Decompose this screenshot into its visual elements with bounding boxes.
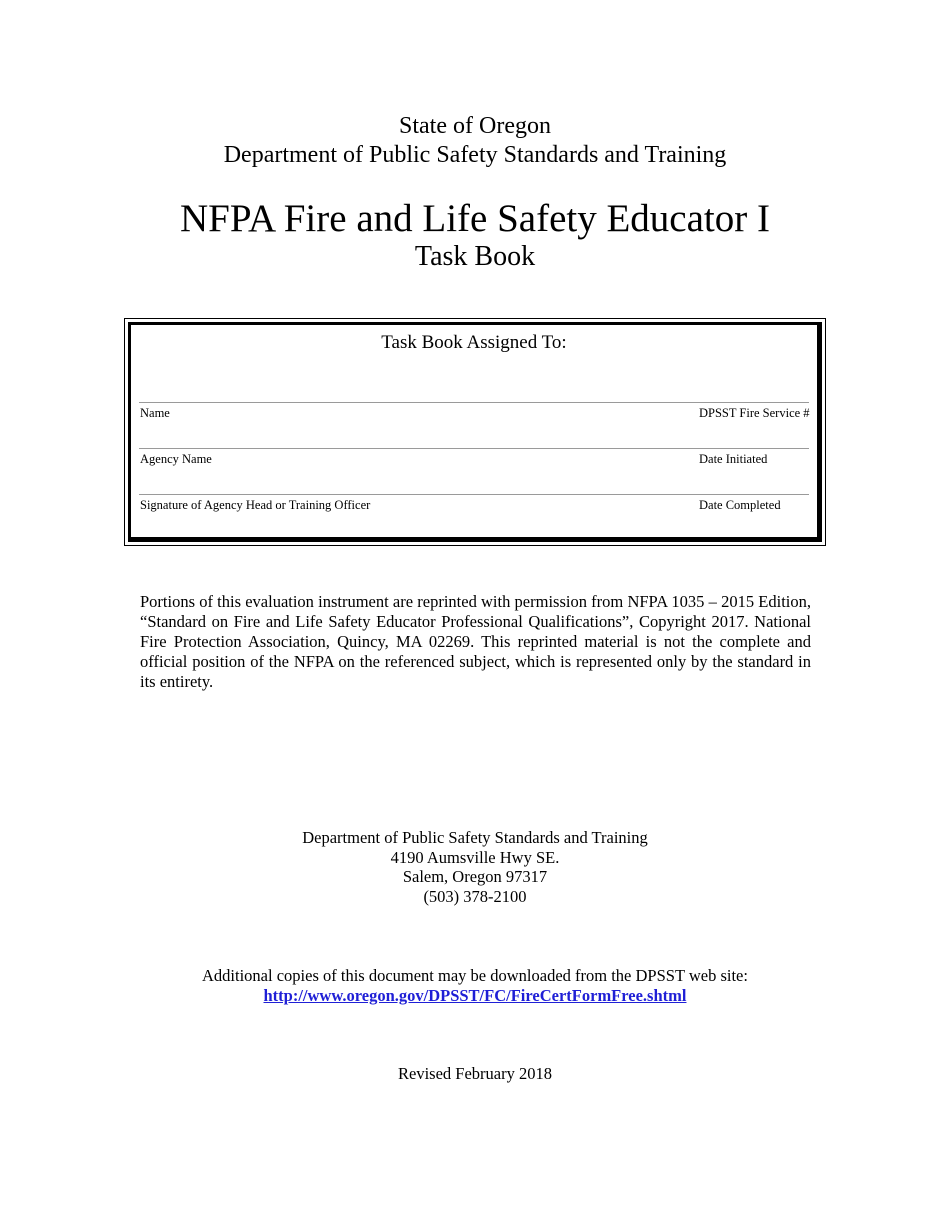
document-title: NFPA Fire and Life Safety Educator I — [180, 197, 770, 240]
assignment-heading: Task Book Assigned To: — [381, 332, 567, 353]
agency-name-line[interactable] — [139, 448, 809, 449]
agency-name-label: Agency Name — [140, 452, 212, 466]
address-street: 4190 Aumsville Hwy SE. — [390, 848, 560, 867]
address-city: Salem, Oregon 97317 — [402, 867, 548, 886]
revision-date: Revised February 2018 — [398, 1064, 552, 1083]
fire-service-number-label: DPSST Fire Service # — [699, 406, 810, 420]
signature-label: Signature of Agency Head or Training Officer — [140, 498, 371, 512]
state-heading: State of Oregon — [399, 113, 551, 139]
permission-paragraph: Portions of this evaluation instrument are reprinted with permission from NFPA 1035 – 2015 Edition, “Standard on Fire and Life Safety Educator Professional Qualifications”, Copyright 2017. National Fire Protection Association, Quincy, MA 02269. This reprinted material is not the complete and official position of the NFPA on the referenced subject, which is represented only by the standard in its entirety. — [140, 592, 811, 691]
department-heading: Department of Public Safety Standards and Training — [223, 142, 727, 168]
name-label: Name — [140, 406, 170, 420]
address-name: Department of Public Safety Standards and Training — [302, 828, 648, 847]
date-initiated-label: Date Initiated — [699, 452, 768, 466]
date-completed-label: Date Completed — [699, 498, 781, 512]
signature-line[interactable] — [139, 494, 809, 495]
name-line[interactable] — [139, 402, 809, 403]
download-note: Additional copies of this document may be downloaded from the DPSST web site: — [202, 966, 748, 985]
assignment-box — [124, 318, 826, 546]
document-subtitle: Task Book — [414, 241, 536, 272]
address-phone: (503) 378-2100 — [423, 887, 527, 906]
download-link[interactable]: http://www.oregon.gov/DPSST/FC/FireCertFormFree.shtml — [263, 986, 687, 1005]
assignment-box-inner — [128, 322, 822, 542]
